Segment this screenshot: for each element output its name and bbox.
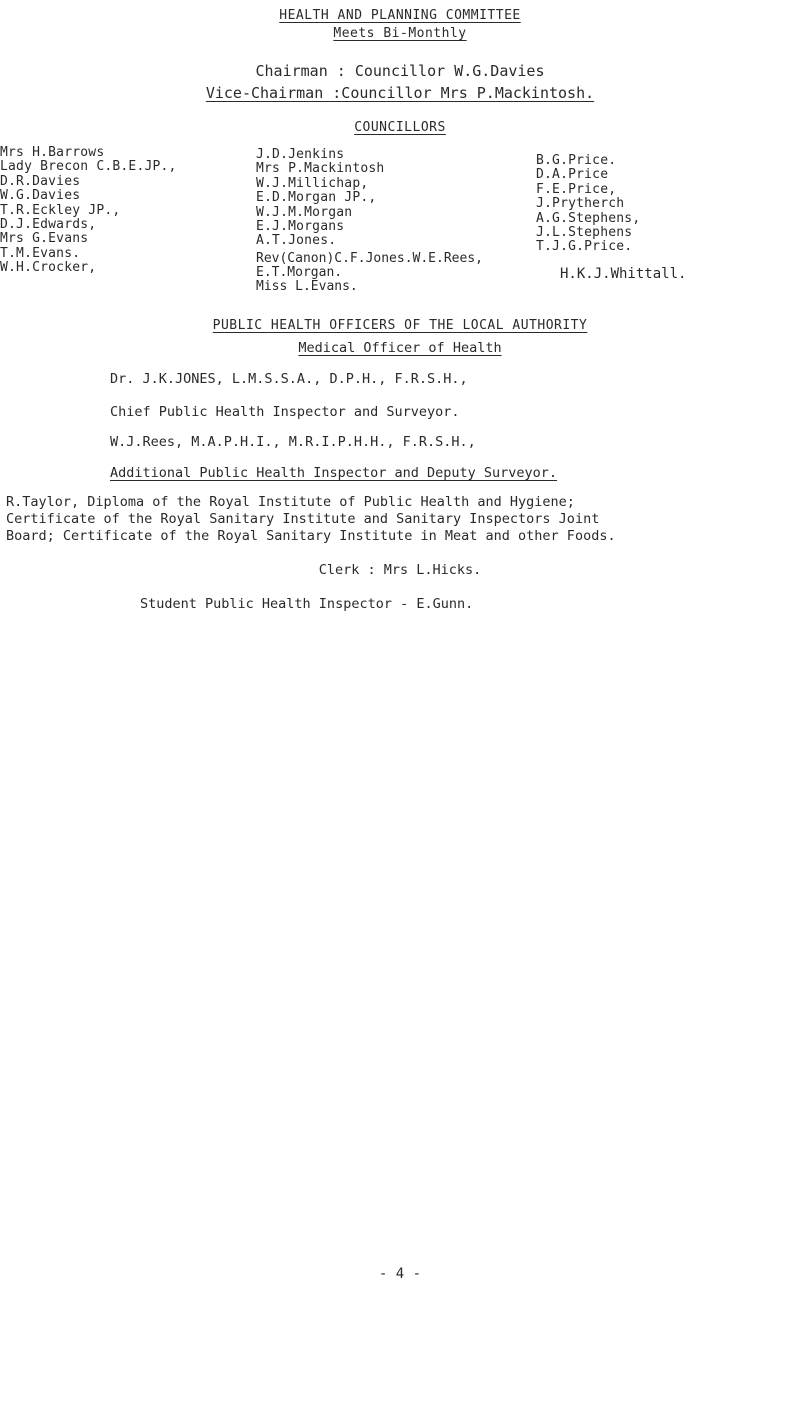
aphi-qualification-2: Certificate of the Royal Sanitary Institute and Sanitary Inspectors Joint <box>6 511 600 527</box>
councillor: W.J.Millichap, <box>256 175 369 191</box>
chairman-line: Chairman : Councillor W.G.Davies <box>255 62 545 80</box>
councillor: D.A.Price <box>536 167 609 183</box>
vice-chairman-line: Vice-Chairman :Councillor Mrs P.Mackintosh. <box>205 84 595 102</box>
councillor: W.H.Crocker, <box>0 260 97 276</box>
cphi-name: W.J.Rees, M.A.P.H.I., M.R.I.P.H.H., F.R.S.H., <box>110 434 476 450</box>
councillor: Miss L.Evans. <box>256 279 358 294</box>
councillors-column-2 <box>256 148 384 249</box>
councillor: E.J.Morgans <box>256 219 345 235</box>
councillor: T.M.Evans. <box>0 245 81 261</box>
officers-heading: PUBLIC HEALTH OFFICERS OF THE LOCAL AUTHORITY <box>212 318 588 333</box>
aphi-title: Additional Public Health Inspector and Deputy Surveyor. <box>110 465 558 481</box>
councillor: D.J.Edwards, <box>0 217 97 233</box>
moh-title: Medical Officer of Health <box>298 340 502 356</box>
councillor: W.G.Davies <box>0 188 81 204</box>
student-inspector-line: Student Public Health Inspector - E.Gunn. <box>140 596 474 612</box>
aphi-qualification-1: R.Taylor, Diploma of the Royal Institute of Public Health and Hygiene; <box>6 494 575 510</box>
councillor: E.T.Morgan. <box>256 265 343 280</box>
councillor: Mrs G.Evans <box>0 231 89 247</box>
councillors-heading: COUNCILLORS <box>354 120 446 135</box>
councillors-column-3 <box>536 154 640 255</box>
councillors-column-1 <box>0 146 177 276</box>
councillor: D.R.Davies <box>0 173 81 189</box>
page-number: - 4 - <box>378 1266 422 1282</box>
councillor: Mrs P.Mackintosh <box>256 161 385 177</box>
councillor: J.L.Stephens <box>536 225 633 241</box>
councillor: B.G.Price. <box>536 153 617 168</box>
aphi-qualification-3: Board; Certificate of the Royal Sanitary Institute in Meat and other Foods. <box>6 528 616 544</box>
councillor: Mrs H.Barrows <box>0 145 105 160</box>
councillor-rev-line: Rev(Canon)C.F.Jones.W.E.Rees, <box>256 251 483 266</box>
councillor: W.J.M.Morgan <box>256 204 353 220</box>
clerk-line: Clerk : Mrs L.Hicks. <box>318 562 482 578</box>
councillor: A.T.Jones. <box>256 233 337 249</box>
councillor: H.K.J.Whittall. <box>560 266 687 282</box>
cphi-title: Chief Public Health Inspector and Surveyor. <box>110 404 460 420</box>
councillor: J.Prytherch <box>536 196 625 212</box>
councillor: F.E.Price, <box>536 181 617 197</box>
councillor: T.R.Eckley JP., <box>0 202 121 218</box>
councillor: A.G.Stephens, <box>536 210 641 226</box>
moh-name: Dr. J.K.JONES, L.M.S.S.A., D.P.H., F.R.S.H., <box>110 371 468 387</box>
councillor: E.D.Morgan JP., <box>256 190 377 206</box>
councillor: Lady Brecon C.B.E.JP., <box>0 159 177 175</box>
committee-title: HEALTH AND PLANNING COMMITTEE <box>279 8 521 23</box>
councillor: T.J.G.Price. <box>536 239 633 255</box>
meeting-frequency: Meets Bi-Monthly <box>333 26 467 41</box>
councillor: J.D.Jenkins <box>256 147 345 162</box>
